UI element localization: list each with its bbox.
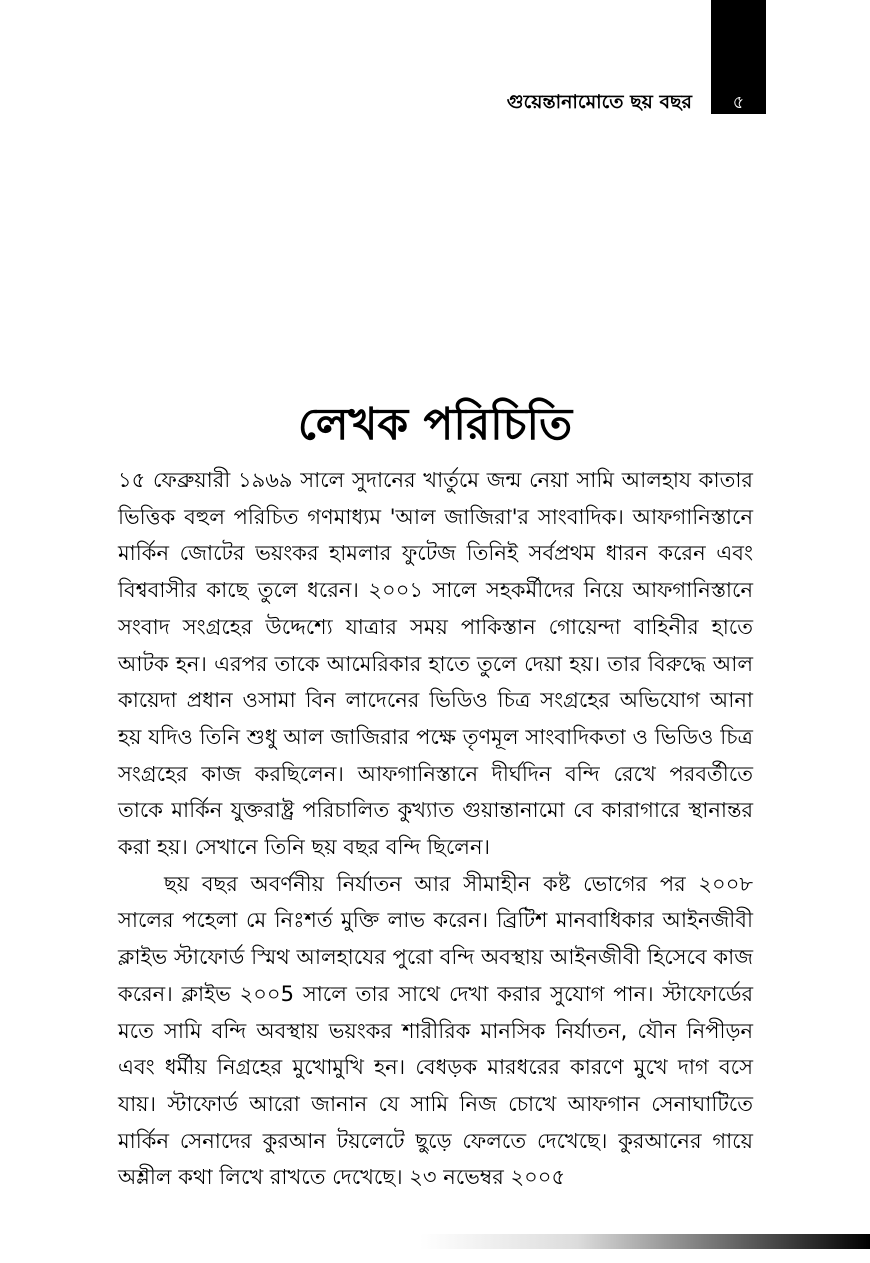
running-header-title: গুয়েন্তানামোতে ছয় বছর (506, 91, 692, 113)
footer-gradient-bar (420, 1234, 870, 1249)
paragraph: ছয় বছর অবর্ণনীয় নির্যাতন আর সীমাহীন কষ্ট ভোগের পর ২০০৮ সালের পহেলা মে নিঃশর্ত মুক্তি লাভ করেন। ব্রিটিশ মানবাধিকার আইনজীবী ক্লাইভ স্টাফোর্ড স্মিথ আলহাযের পুরো বন্দি অবস্থায় আইনজীবী হিসেবে কাজ করেন। ক্লাইভ ২০০5 সালে তার সাথে দেখা করার সুযোগ পান। স্টাফোর্ডের মতে সামি বন্দি অবস্থায় ভয়ংকর শারীরিক মানসিক নির্যাতন, যৌন নিপীড়ন এবং ধর্মীয় নিগ্রহের মুখোমুখি হন। বেধড়ক মারধরের কারণে মুখে দাগ বসে যায়। স্টাফোর্ড আরো জানান যে সামি নিজ চোখে আফগান সেনাঘাটিতে মার্কিন সেনাদের কুরআন টয়লেটে ছুড়ে ফেলতে দেখেছে। কুরআনের গায়ে অশ্লীল কথা লিখে রাখতে দেখেছে। ২৩ নভেম্বর ২০০৫ (118, 871, 753, 1190)
paragraph: ১৫ ফেব্রুয়ারী ১৯৬৯ সালে সুদানের খার্তুমে জন্ম নেয়া সামি আলহায কাতার ভিত্তিক বহুল পরিচিত গণমাধ্যম 'আল জাজিরা'র সাংবাদিক। আফগানিস্তানে মার্কিন জোটের ভয়ংকর হামলার ফুটেজ তিনিই সর্বপ্রথম ধারন করেন এবং বিশ্ববাসীর কাছে তুলে ধরেন। ২০০১ সালে সহকর্মীদের নিয়ে আফগানিস্তানে সংবাদ সংগ্রহের উদ্দেশ্যে যাত্রার সময় পাকিস্তান গোয়েন্দা বাহিনীর হাতে আটক হন। এরপর তাকে আমেরিকার হাতে তুলে দেয়া হয়। তার বিরুদ্ধে আল কায়েদা প্রধান ওসামা বিন লাদেনের ভিডিও চিত্র সংগ্রহের অভিযোগ আনা হয় যদিও তিনি শুধু আল জাজিরার পক্ষে তৃণমূল সাংবাদিকতা ও ভিডিও চিত্র সংগ্রহের কাজ করছিলেন। আফগানিস্তানে দীর্ঘদিন বন্দি রেখে পরবর্তীতে তাকে মার্কিন যুক্তরাষ্ট্র পরিচালিত কুখ্যাত গুয়ান্তানামো বে কারাগারে স্থানান্তর করা হয়। সেখানে তিনি ছয় বছর বন্দি ছিলেন। (118, 468, 753, 860)
page-number: ৫ (732, 92, 745, 113)
chapter-title: লেখক পরিচিতি (297, 399, 573, 451)
body-text (118, 462, 753, 1196)
